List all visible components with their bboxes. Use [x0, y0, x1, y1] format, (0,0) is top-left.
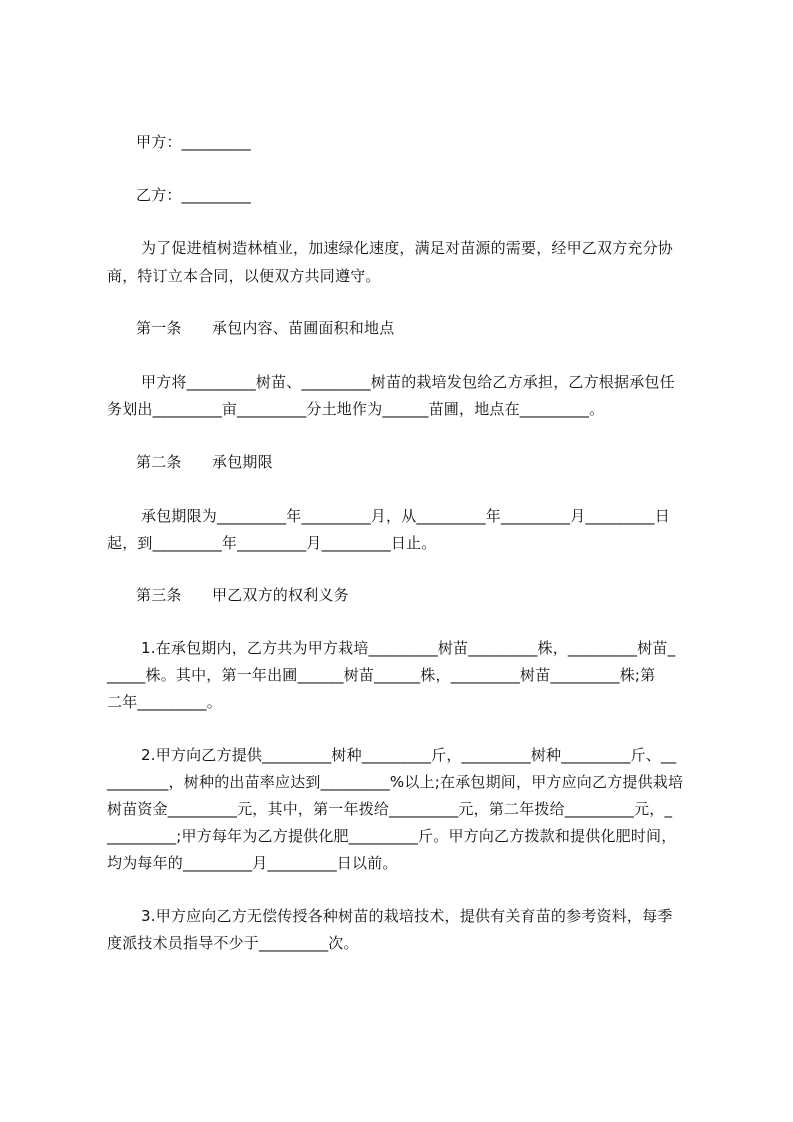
- item-2-line-5: 均为每年的_________月_________日以前。: [107, 854, 398, 872]
- article-2-line-2: 起，到_________年_________月_________日止。: [107, 534, 437, 552]
- item-2-line-2: ________，树种的出苗率应达到_________%以上;在承包期间，甲方应向乙方提供栽培: [107, 773, 684, 791]
- item-1-line-3: 二年_________。: [107, 693, 222, 711]
- article-1-line-2: 务划出_________亩_________分土地作为______苗圃，地点在_________。: [107, 400, 605, 418]
- item-2-line-4: _________;甲方每年为乙方提供化肥_________斤。甲方向乙方拨款和提供化肥时间，: [107, 827, 677, 845]
- article-1-line-1: 甲方将_________树苗、_________树苗的栽培发包给乙方承担，乙方根据承包任: [141, 373, 675, 391]
- party-b-line: 乙方：_________: [136, 186, 251, 204]
- intro-line-2: 商，特订立本合同，以便双方共同遵守。: [107, 267, 381, 285]
- item-2-line-1: 2.甲方向乙方提供_________树种_________斤，_________树种_________斤、__: [141, 746, 677, 764]
- article-1-heading: 第一条 承包内容、苗圃面积和地点: [136, 319, 395, 337]
- item-3-line-1: 3.甲方应向乙方无偿传授各种树苗的栽培技术，提供有关育苗的参考资料，每季: [141, 907, 673, 925]
- article-2-line-1: 承包期限为_________年_________月，从_________年_________月_________日: [141, 507, 670, 525]
- article-3-heading: 第三条 甲乙双方的权利义务: [136, 586, 349, 604]
- item-2-line-3: 树苗资金_________元，其中，第一年拨给_________元，第二年拨给_________元，_: [107, 800, 673, 818]
- item-1-line-1: 1.在承包期内，乙方共为甲方栽培_________树苗_________株，_________树苗_: [141, 639, 676, 657]
- party-a-line: 甲方：_________: [136, 133, 251, 151]
- article-2-heading: 第二条 承包期限: [136, 453, 273, 471]
- item-1-line-2: _____株。其中，第一年出圃______树苗______株，_________树苗_________株;第: [107, 666, 656, 684]
- intro-line-1: 为了促进植树造林植业，加速绿化速度，满足对苗源的需要，经甲乙双方充分协: [141, 239, 674, 257]
- item-3-line-2: 度派技术员指导不少于_________次。: [107, 934, 359, 952]
